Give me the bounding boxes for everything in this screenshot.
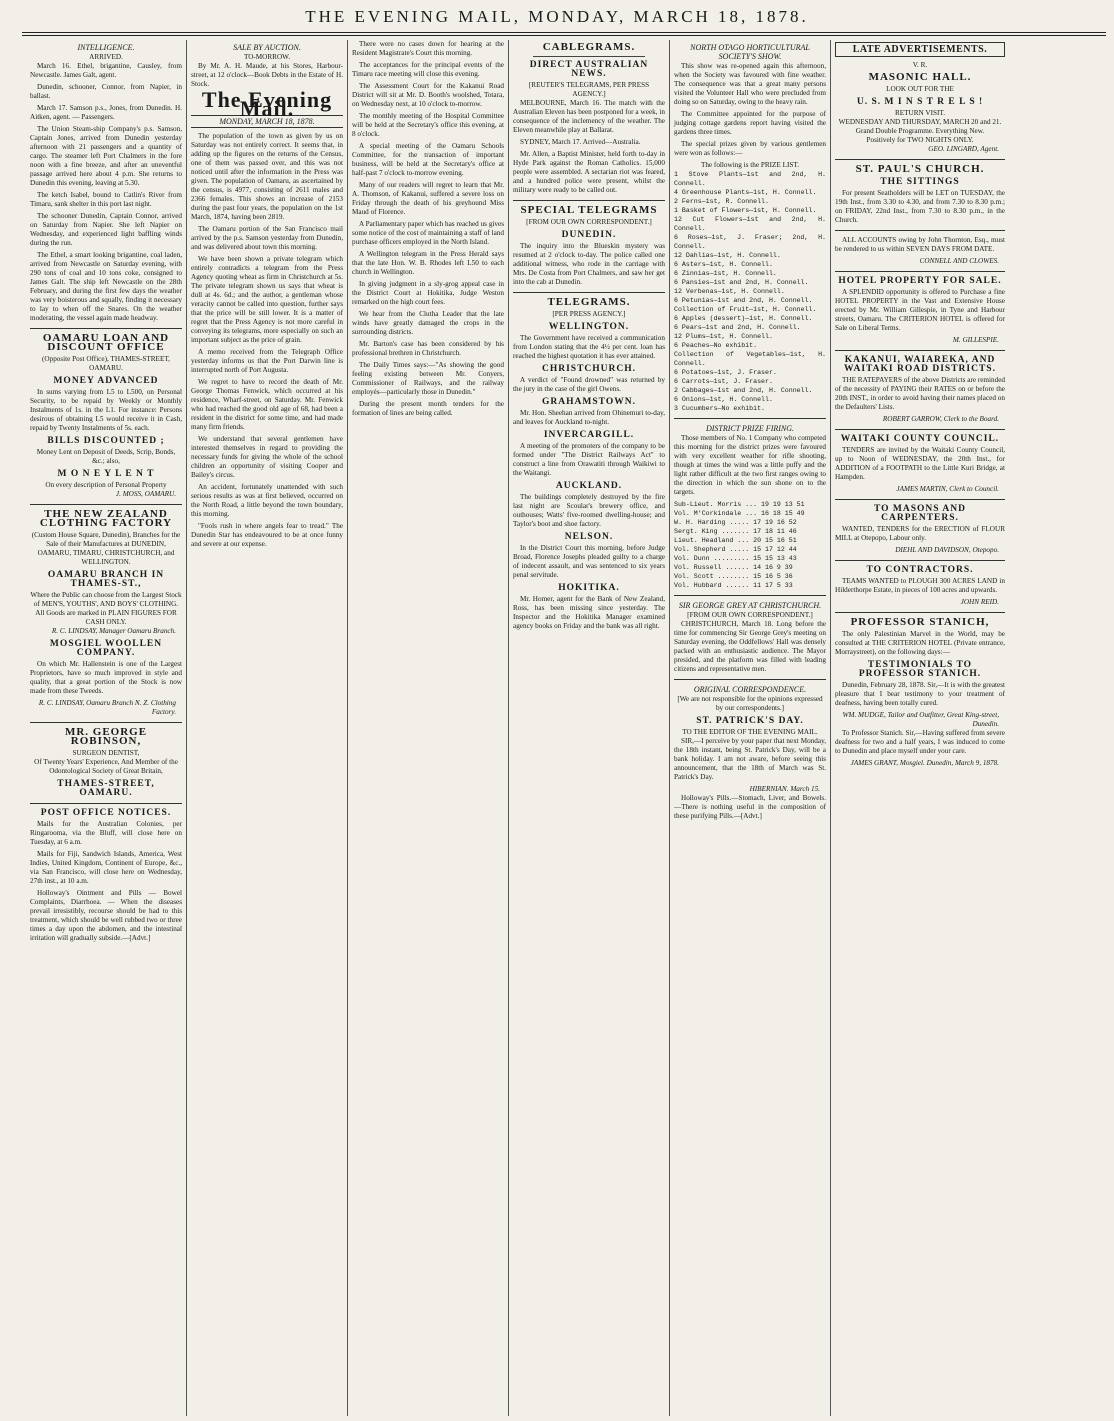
- ad-title: TO MASONS AND CARPENTERS.: [873, 504, 966, 523]
- post-office-heading: POST OFFICE NOTICES.: [40, 808, 172, 818]
- article-paragraph: The Union Steam-ship Company's p.s. Samson, Captain Jones, arrived from Dunedin yesterday afternoon with 21 passengers and a quantity of cargo. The steamer left Port Chalmers in the fore noon with a fine breeze, and after an uneventful passage arrived here about 4 p.m. She returns to Dunedin this evening, leaving at 5.30.: [30, 125, 182, 187]
- section-heading: DISTRICT PRIZE FIRING.: [705, 424, 795, 433]
- divider: [835, 612, 1005, 613]
- article-paragraph: We hear from the Clutha Leader that the late winds have greatly damaged the crops in the surrounding districts.: [352, 310, 504, 336]
- prize-list: 1 Stove Plants—1st and 2nd, H. Connell. 4 Greenhouse Plants—1st, H. Connell. 2 Ferns—1st, R. Connell. 1 Basket of Flowers—1st, H. Connell. 12 Cut Flowers—1st and 2nd, H. Connell. 6 Roses—1st, J. Fraser; 2nd, H. Connell. 12 Dahlias—1st, H. Connell. 6 Asters—1st, H. Connell. 6 Zinnias—1st, H. Connell. 6 Pansies—1st and 2nd, H. Connell. 12 Verbenas—1st, H. Connell. 6 Petunias—1st and 2nd, H. Connell. Collection of Fruit—1st, H. Connell. 6 Apples (dessert)—1st, H. Connell. 6 Pears—1st and 2nd, H. Connell. 12 Plums—1st, H. Connell. 6 Peaches—No exhibit. Collection of Vegetables—1st, H. Connell. 6 Potatoes—1st, J. Fraser. 6 Carrots—1st, J. Fraser. 2 Cabbages—1st and 2nd, H. Connell. 6 Onions—1st, H. Connell. 3 Cucumbers—No exhibit.: [674, 171, 826, 412]
- auction-item: By Mr. A. H. Maude, at his Stores, Harbour-street, at 12 o'clock—Book Debts in the Estate of H. Stock.: [191, 62, 343, 88]
- section-heading: ORIGINAL CORRESPONDENCE.: [693, 685, 807, 694]
- divider: [513, 200, 665, 201]
- article-paragraph: The monthly meeting of the Hospital Committee will be held at the Secretary's office this evening, at 8 o'clock.: [352, 112, 504, 138]
- divider: [835, 159, 1005, 160]
- ad-text: To Professor Stanich. Sir,—Having suffered from severe deafness for two and a half years, I was induced to come to Dunedin and place myself under your care.: [835, 729, 1005, 755]
- ad-text: A SPLENDID opportunity is offered to Purchase a fine HOTEL PROPERTY in the Vast and Extensive House erected by Mr. William Gillespie, in Tyne and Harbour streets, Oamaru. The CRITERION HOTEL is offered for Sale on Liberal Terms.: [835, 288, 1005, 332]
- ad-signature: J. MOSS, OAMARU.: [115, 490, 176, 498]
- article-paragraph: We understand that several gentlemen have interested themselves in regard to providing the necessary funds for giving the whole of the school children an opportunity of visiting Cooper and Bailey's circus.: [191, 435, 343, 479]
- ad-top: V. R.: [912, 61, 928, 69]
- divider: [835, 429, 1005, 430]
- article-paragraph: During the present month tenders for the formation of lines are being called.: [352, 400, 504, 417]
- ad-signature: M. GILLESPIE.: [952, 336, 999, 344]
- article-paragraph: This show was re-opened again this afternoon, when the Society was favoured with fine weather. The consequence was that a great many persons visited the Volunteer Hall who were precluded from doing so on Saturday, owing to the heavy rain.: [674, 62, 826, 106]
- column-3: [348, 40, 509, 1416]
- ad-signature: DIEHL AND DAVIDSON, Otepopo.: [895, 546, 999, 554]
- divider: [674, 418, 826, 419]
- ad-heading: OAMARU BRANCH IN THAMES-ST.,: [47, 570, 165, 589]
- section-heading: SIR GEORGE GREY AT CHRISTCHURCH.: [678, 601, 822, 610]
- dateline-place: HOKITIKA.: [558, 583, 620, 593]
- divider: [835, 560, 1005, 561]
- article-paragraph: We regret to have to record the death of Mr. George Thomas Fenwick, which occurred at his residence, Wharf-street, on Saturday. Mr. Fenwick who had reached the good old age of 68, had been a resident in the district for some time, and had made many firm friends.: [191, 378, 343, 431]
- divider: [513, 292, 665, 293]
- ad-text: In sums varying from L5 to L500, on Personal Security, to be repaid by Weekly or Monthly Instalments of 1s. in the L1. For instance: Persons desirous of obtaining L5 would receive it in Cash, repaid by Twenty Instalments of 5s. each.: [30, 388, 182, 432]
- late-advertisements-heading: LATE ADVERTISEMENTS.: [835, 42, 1005, 57]
- divider: [30, 803, 182, 804]
- divider: [835, 499, 1005, 500]
- article-paragraph: A Wellington telegram in the Press Herald says that the late Hon. W. B. Rhodes left L50 to each church in Wellington.: [352, 250, 504, 276]
- article-paragraph: The inquiry into the Blueskin mystery was resumed at 2 o'clock to-day. The police called one additional witness, who rode in the carriage with Mrs. De Costa from Port Chalmers, and saw her get into the cab at Dunedin.: [513, 242, 665, 286]
- auction-heading: SALE BY AUCTION.: [233, 43, 301, 52]
- divider: [30, 722, 182, 723]
- ad-title: MASONIC HALL.: [868, 71, 972, 83]
- ad-text: The only Palestinian Marvel in the World, may be consulted at THE CRITERION HOTEL (Private entrance, Morraystreet), on the following days:—: [835, 630, 1005, 656]
- article-paragraph: A meeting of the promoters of the company to be formed under "The District Railways Act" to construct a line from Orawatiti through Waikiwi to the Waitangi.: [513, 442, 665, 477]
- top-rule: [22, 32, 1106, 33]
- divider: [835, 271, 1005, 272]
- auction-subheading: TO-MORROW.: [243, 53, 291, 61]
- article-paragraph: CHRISTCHURCH, March 18. Long before the time for commencing Sir George Grey's meeting on Saturday evening, the Oddfellows' Hall was densely packed with an enthusiastic audience. The Mayor presided, and the platform was filled with leading citizens and representative men.: [674, 620, 826, 673]
- article-paragraph: Those members of No. 1 Company who competed this morning for the district prizes were favoured with very excellent weather for rifle shooting, though at times the wind was a little puffy and the light rather difficult at the two first ranges owing to the direction in which the sun shone on to the targets.: [674, 434, 826, 496]
- ad-title: WAITAKI COUNTY COUNCIL.: [840, 434, 1000, 444]
- newspaper-title: THE EVENING MAIL, MONDAY, MARCH 18, 1878.: [305, 7, 809, 26]
- article-paragraph: An accident, fortunately unattended with such serious results as was at first believed, occurred on the North Road, a little beyond the town boundary, this morning.: [191, 483, 343, 518]
- letter-signature: HIBERNIAN. March 15.: [749, 785, 820, 793]
- divider: [533, 56, 645, 57]
- ad-signature: GEO. LINGARD, Agent.: [928, 145, 999, 153]
- ad-text: Grand Double Programme. Everything New.: [855, 127, 985, 135]
- ad-signature: R. C. LINDSAY, Manager Oamaru Branch.: [51, 627, 176, 635]
- ad-heading: TESTIMONIALS TO PROFESSOR STANICH.: [858, 660, 982, 679]
- ad-subtitle: SURGEON DENTIST,: [72, 749, 140, 757]
- dateline-place: INVERCARGILL.: [543, 430, 635, 440]
- shipping-item: March 17. Samson p.s., Jones, from Dunedin. H. Aitken, agent. — Passengers.: [30, 104, 182, 121]
- column-4: [509, 40, 670, 1416]
- letter-address: TO THE EDITOR OF THE EVENING MAIL.: [682, 728, 818, 736]
- ad-title: HOTEL PROPERTY FOR SALE.: [838, 276, 1002, 286]
- ad-text: For present Seatholders will be LET on TUESDAY, the 19th Inst., from 3.30 to 4.30, and from 7.30 to 8.30 p.m.; on FRIDAY, 22nd Inst., from 7.30 to 8.30 p.m., in the Church.: [835, 189, 1005, 224]
- article-paragraph: The ketch Isabel, bound to Catlin's River from Timaru, sank shelter in this port last night.: [30, 191, 182, 208]
- article-paragraph: The buildings completely destroyed by the fire last night are Scoular's brewery office, and outhouses; Watts' five-roomed dwelling-house; and Taylor's boot and shoe factory.: [513, 493, 665, 528]
- divider: [30, 328, 182, 329]
- section-source: [FROM OUR OWN CORRESPONDENT.]: [687, 611, 813, 619]
- ad-signature: JOHN REID.: [960, 598, 999, 606]
- article-paragraph: A memo received from the Telegraph Office yesterday informs us that the Port Darwin line is interrupted north of Port Augusta.: [191, 348, 343, 374]
- article-paragraph: Mr. Homer, agent for the Bank of New Zealand, Ross, has been missing since yesterday. The Inspector and the Hokitika Manager examined agency books on Friday and the bank was all right.: [513, 595, 665, 630]
- shipping-item: Dunedin, schooner, Connor, from Napier, in ballast.: [30, 83, 182, 100]
- ad-text: ALL ACCOUNTS owing by John Thornton, Esq., must be rendered to us within SEVEN DAYS FROM DATE.: [835, 236, 1005, 253]
- ad-text: TEAMS WANTED to PLOUGH 300 ACRES LAND in Hilderthorpe Estate, in pieces of 100 acres and upwards.: [835, 577, 1005, 594]
- ad-title: MR. GEORGE ROBINSON,: [64, 726, 148, 747]
- section-heading: NORTH OTAGO HORTICULTURAL SOCIETY'S SHOW.: [690, 43, 810, 61]
- article-paragraph: We have been shown a private telegram which entirely contradicts a telegram from the Press Agency quoting wheat as firm in Christchurch at 5s. The private telegram shown us says that wheat is dull at 4s. 6d.; and the author, a gentleman whose veracity cannot be called into question, further says that the price will be still lower. It is a matter of regret that the Press Agency is not more careful in conveying its telegrams, more especially on such an important subject as the price of grain.: [191, 255, 343, 344]
- ad-text: On every description of Personal Property: [45, 481, 167, 489]
- ad-heading: BILLS DISCOUNTED ;: [47, 436, 165, 446]
- section-source: [FROM OUR OWN CORRESPONDENT.]: [526, 218, 652, 226]
- cablegrams-heading: CABLEGRAMS.: [542, 41, 636, 53]
- ad-text: RETURN VISIT.: [894, 109, 946, 117]
- ad-subtitle: (Opposite Post Office), THAMES-STREET, OAMARU.: [42, 355, 170, 372]
- ad-title: KAKANUI, WAIAREKA, AND WAITAKI ROAD DISTRICTS.: [844, 355, 996, 374]
- ad-heading: U. S. M I N S T R E L S !: [856, 97, 984, 107]
- ad-title: OAMARU LOAN AND DISCOUNT OFFICE: [42, 332, 170, 353]
- editorial-dateline: MONDAY, MARCH 18, 1878.: [191, 115, 343, 128]
- telegrams-heading: TELEGRAMS.: [547, 296, 631, 308]
- section-source: [REUTER'S TELEGRAMS, PER PRESS AGENCY.]: [528, 81, 650, 98]
- article-paragraph: In giving judgment in a sly-grog appeal case in the District Court at Hokitika, Judge Weston remarked on the high court fees.: [352, 280, 504, 306]
- article-paragraph: The acceptances for the principal events of the Timaru race meeting will close this evening.: [352, 61, 504, 78]
- top-rule-thin: [22, 35, 1106, 36]
- article-paragraph: The Committee appointed for the purpose of judging cottage gardens report having visited the gardens three times.: [674, 110, 826, 136]
- ad-title: THE NEW ZEALAND CLOTHING FACTORY: [39, 508, 173, 529]
- article-paragraph: The schooner Dunedin, Captain Connor, arrived on Saturday from Napier. She left Napier on Wednesday, and experienced light baffling winds during the run.: [30, 212, 182, 247]
- ad-text: Where the Public can choose from the Largest Stock of MEN'S, YOUTHS', AND BOYS' CLOTHING.: [30, 591, 182, 608]
- article-paragraph: Many of our readers will regret to learn that Mr. A. Thomson, of Kakanui, suffered a severe loss on Friday through the death of his greyhound Miss Maud of Florence.: [352, 181, 504, 216]
- divider: [835, 350, 1005, 351]
- article-paragraph: MELBOURNE, March 16. The match with the Australian Eleven has been postponed for a week, in consequence of the inclemency of the weather. The Eleven meanwhile play at Ballarat.: [513, 99, 665, 134]
- newspaper-nameplate: The Evening Mail.: [201, 87, 333, 121]
- column-5: [670, 40, 831, 1416]
- ad-title: TO CONTRACTORS.: [866, 565, 974, 575]
- dateline-place: CHRISTCHURCH.: [541, 364, 637, 374]
- ad-signature: CONNELL AND CLOWES.: [919, 257, 999, 265]
- ad-heading: MOSGIEL WOOLLEN COMPANY.: [49, 639, 163, 658]
- ad-text: WEDNESDAY AND THURSDAY, MARCH 20 and 21.: [838, 118, 1002, 126]
- ad-heading: THE SITTINGS: [880, 177, 960, 187]
- dateline-place: DUNEDIN.: [561, 230, 617, 240]
- score-table: Sub-Lieut. Morris ... 19 19 13 51 Vol. M'Corkindale ... 16 18 15 49 W. H. Harding ..... 17 19 16 52 Sergt. King ....... 17 18 11 46 Lieut. Headland ... 20 15 16 51 Vol. Shepherd ..... 15 17 12 44 Vol. Dunn ......... 15 15 13 43 Vol. Russell ...... 14 16 9 39 Vol. Scott ........ 15 16 5 36 Vol. Hubbard ...... 11 17 5 33: [674, 501, 805, 589]
- ad-signature: ROBERT GARROW, Clerk to the Board.: [882, 415, 999, 423]
- ad-text: WANTED, TENDERS for the ERECTION of FLOUR MILL at Otepopo, Labour only.: [835, 525, 1005, 542]
- article-paragraph: The Daily Times says:—"As showing the good feeling existing between Mr. Conyers, Commissioner of Railways, and the railway employés—particularly those in Dunedin.": [352, 361, 504, 396]
- section-source: [PER PRESS AGENCY.]: [552, 310, 626, 318]
- ad-text: Dunedin, February 28, 1878. Sir,—It is with the greatest pleasure that I bear testimony to your treatment of deafness, having been totally cured.: [835, 681, 1005, 707]
- article-paragraph: Mr. Barton's case has been considered by his professional brethren in Christchurch.: [352, 340, 504, 357]
- ad-signature: JAMES GRANT, Mosgiel. Dunedin, March 9, 1878.: [850, 759, 999, 767]
- section-note: [We are not responsible for the opinions expressed by our correspondents.]: [677, 695, 823, 712]
- article-paragraph: The Oamaru portion of the San Francisco mail arrived by the p.s. Samson yesterday from Dunedin, and was delivered about town this morning.: [191, 225, 343, 251]
- divider: [835, 230, 1005, 231]
- ad-heading: THAMES-STREET, OAMARU.: [57, 779, 155, 798]
- arrived-subheading: ARRIVED.: [89, 53, 123, 61]
- ad-text: Money Lent on Deposit of Deeds, Scrip, Bonds, &c.; also,: [36, 448, 176, 465]
- ad-text: TENDERS are invited by the Waitaki County Council, up to Noon of WEDNESDAY, the 20th Inst., for ADDITION of a FOOTPATH to the Little Kuri Bridge, at Hampden.: [835, 446, 1005, 481]
- ad-signature: WM. MUDGE, Tailor and Outfitter, Great King-street, Dunedin.: [842, 711, 999, 728]
- special-telegrams-heading: SPECIAL TELEGRAMS: [520, 204, 658, 216]
- article-paragraph: Mails for Fiji, Sandwich Islands, America, West Indies, United Kingdom, Continent of Europe, &c., via San Francisco, will close here on Wednesday, 27th inst., at 10 a.m.: [30, 850, 182, 885]
- article-paragraph: The population of the town as given by us on Saturday was not entirely correct. It seems that, in adding up the figures on the returns of the Census, one of them was passed over, and this was not noticed until after the information in the Press was given. The population of Oamaru, as ascertained by the census, is 4977, consisting of 2611 males and 2366 females. This shows an increase of 2153 during the past four years, the population on the 1st March, 1874, having been 2819.: [191, 132, 343, 221]
- letter-heading: ST. PATRICK'S DAY.: [696, 716, 804, 726]
- article-paragraph: The Assessment Court for the Kakanui Road District will sit at Mr. D. Booth's woolshed, Totara, on Wednesday next, at 10 o'clock to-morrow.: [352, 82, 504, 108]
- article-paragraph: SYDNEY, March 17. Arrived—Australia.: [520, 138, 641, 146]
- ad-title: ST. PAUL'S CHURCH.: [855, 163, 985, 175]
- column-6: [831, 40, 1009, 1416]
- article-paragraph: The special prizes given by various gentlemen were won as follows:—: [674, 140, 826, 157]
- ad-title: PROFESSOR STANICH,: [850, 616, 990, 628]
- column-2: [187, 40, 348, 1416]
- ad-text: LOOK OUT FOR THE: [886, 85, 954, 93]
- ad-text: Of Twenty Years' Experience, And Member of the Odontological Society of Great Britain,: [34, 758, 178, 775]
- ad-text: THE RATEPAYERS of the above Districts are reminded of the necessity of PAYING their RATES on or before the 20th INST., in order to avoid having their names placed on the Defaulters' Lists.: [835, 376, 1005, 411]
- prize-list-heading: The following is the PRIZE LIST.: [700, 161, 800, 169]
- dateline-place: AUCKLAND.: [555, 481, 623, 491]
- ad-text: All Goods are marked in PLAIN FIGURES FOR CASH ONLY.: [35, 609, 177, 626]
- article-paragraph: A special meeting of the Oamaru Schools Committee, for the transaction of important business, will be held at the Secretary's office at half-past 7 o'clock to-morrow evening.: [352, 142, 504, 177]
- article-paragraph: In the District Court this morning, before Judge Broad, Florence Josephs pleaded guilty to a charge of indecent assault, and was sentenced to six years penal servitude.: [513, 544, 665, 579]
- ad-heading: M O N E Y L E N T: [57, 469, 155, 479]
- section-heading: DIRECT AUSTRALIAN NEWS.: [529, 60, 649, 79]
- article-paragraph: The Government have received a communication from London stating that the 4½ per cent. loan has reached the highest quotation it has ever attained.: [513, 334, 665, 360]
- article-paragraph: Mr. Allen, a Baptist Minister, held forth to-day in Hyde Park against the Roman Catholics. 15,000 people were assembled. A sectarian riot was feared, and a hundred police were present, whilst the military were ready to be called out.: [513, 150, 665, 194]
- ad-heading: MONEY ADVANCED: [53, 376, 159, 386]
- dateline-place: WELLINGTON.: [548, 322, 630, 332]
- ad-signature: R. C. LINDSAY, Oamaru Branch N. Z. Clothing Factory.: [38, 699, 176, 716]
- dateline-place: NELSON.: [564, 532, 614, 542]
- article-paragraph: The Ethel, a smart looking brigantine, coal laden, arrived from Newcastle on Saturday evening, with 290 tons of coal and 10 tons coke, consigned to James Galt. The ship left Newcastle on the 28th February, and during the first few days the weather was very boisterous and squally, finding it necessary to lay to when off the Snares. On the weather moderating, the vessel again made headway.: [30, 251, 182, 322]
- article-paragraph: Holloway's Pills.—Stomach, Liver, and Bowels.—There is nothing useful in the composition of these purifying Pills.—[Advt.]: [674, 794, 826, 820]
- divider: [674, 679, 826, 680]
- column-1: [26, 40, 187, 1416]
- article-paragraph: Mails for the Australian Colonies, per Ringarooma, via the Bluff, will close here on Tuesday, at 6 a.m.: [30, 820, 182, 846]
- article-paragraph: A verdict of "Found drowned" was returned by the jury in the case of the girl Owens.: [513, 376, 665, 393]
- article-paragraph: "Fools rush in where angels fear to tread." The Dunedin Star has endeavoured to be at once funny and severe at our expense.: [191, 522, 343, 548]
- article-paragraph: SIR,—I perceive by your paper that next Monday, the 18th instant, being St. Patrick's Day, will be a bank holiday. I am not aware, before seeing this announcement, that the 18th of March was St. Patrick's Day.: [674, 737, 826, 781]
- article-paragraph: Holloway's Ointment and Pills — Bowel Complaints, Diarrhoea. — When the diseases prevail irresistibly, recourse should be had to this treatment, which should be well rubbed two or three times a day upon the abdomen, and the intestinal irritation will gradually subside.—[Advt.]: [30, 889, 182, 942]
- shipping-item: March 16. Ethel, brigantine, Causley, from Newcastle. James Galt, agent.: [30, 62, 182, 79]
- shipping-heading: INTELLIGENCE.: [77, 43, 135, 52]
- ad-subtitle: (Custom House Square, Dunedin), Branches for the Sale of their Manufactures at DUNEDIN, OAMARU, TIMARU, CHRISTCHURCH, and WELLINGTON.: [31, 531, 181, 566]
- page-columns: [26, 40, 1108, 1416]
- article-paragraph: There were no cases down for hearing at the Resident Magistrate's Court this morning.: [352, 40, 504, 57]
- ad-text: Positively for TWO NIGHTS ONLY.: [866, 136, 974, 144]
- masthead: [0, 0, 1114, 34]
- article-paragraph: A Parliamentary paper which has reached us gives some notice of the cost of maintaining a staff of land purchase officers employed in the North Island.: [352, 220, 504, 246]
- divider: [674, 595, 826, 596]
- divider: [30, 504, 182, 505]
- ad-text: On which Mr. Hallenstein is one of the Largest Proprietors, have so much improved in style and quality, that a great portion of the Stock is now made from these Tweeds.: [30, 660, 182, 695]
- ad-signature: JAMES MARTIN, Clerk to Council.: [896, 485, 999, 493]
- article-paragraph: Mr. Hon. Sheehan arrived from Ohinemuri to-day, and leaves for Auckland to-night.: [513, 409, 665, 426]
- dateline-place: GRAHAMSTOWN.: [542, 397, 636, 407]
